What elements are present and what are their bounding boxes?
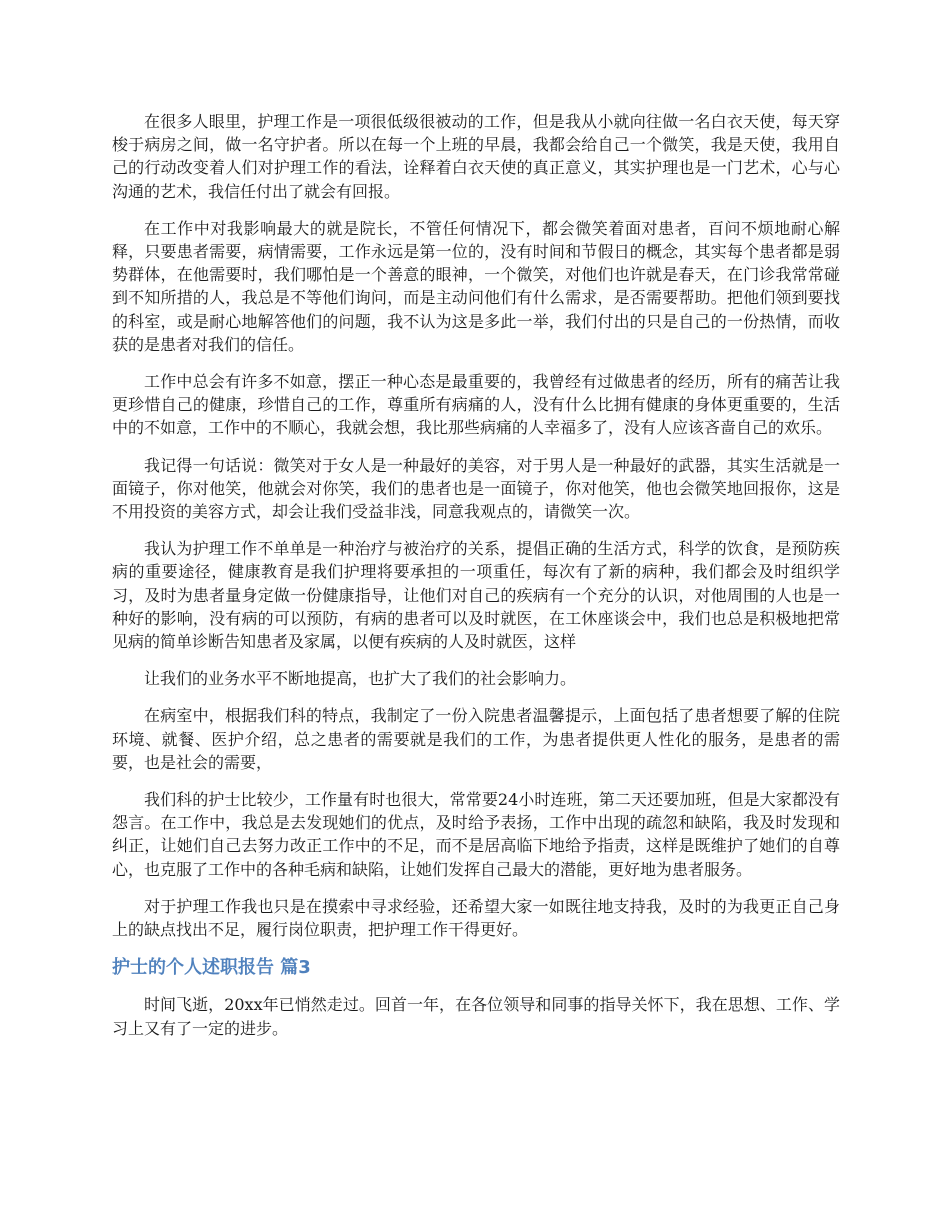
paragraph-1: 在很多人眼里，护理工作是一项很低级很被动的工作，但是我从小就向往做一名白衣天使，每天穿梭于病房之间，做一名守护者。所以在每一个上班的早晨，我都会给自己一个微笑，我是天使，我用自己的行动改变着人们对护理工作的看法，诠释着白衣天使的真正意义，其实护理也是一门艺术，心与心沟通的艺术，我信任付出了就会有回报。	[112, 112, 840, 201]
paragraph-8: 我们科的护士比较少，工作量有时也很大，常常要24小时连班，第二天还要加班，但是大家都没有怨言。在工作中，我总是去发现她们的优点，及时给予表扬，工作中出现的疏忽和缺陷，我及时发现和纠正，让她们自己去努力改正工作中的不足，而不是居高临下地给予指责，这样是既维护了她们的自尊心，也克服了工作中的各种毛病和缺陷，让她们发挥自己最大的潜能，更好地为患者服务。	[112, 790, 840, 879]
document-page	[112, 110, 840, 1054]
paragraph-9: 对于护理工作我也只是在摸索中寻求经验，还希望大家一如既往地支持我，及时的为我更正自己身上的缺点找出不足，履行岗位职责，把护理工作干得更好。	[112, 896, 840, 940]
paragraph-4: 我记得一句话说：微笑对于女人是一种最好的美容，对于男人是一种最好的武器，其实生活就是一面镜子，你对他笑，他就会对你笑，我们的患者也是一面镜子，你对他笑，他也会微笑地回报你，这是不用投资的美容方式，却会让我们受益非浅，同意我观点的，请微笑一次。	[112, 455, 840, 522]
paragraph-5: 我认为护理工作不单单是一种治疗与被治疗的关系，提倡正确的生活方式，科学的饮食，是预防疾病的重要途径，健康教育是我们护理将要承担的一项重任，每次有了新的病种，我们都会及时组织学习，及时为患者量身定做一份健康指导，让他们对自己的疾病有一个充分的认识，对他周围的人也是一种好的影响，没有病的可以预防，有病的患者可以及时就医，在工休座谈会中，我们也总是积极地把常见病的简单诊断告知患者及家属，以便有疾病的人及时就医，这样	[112, 539, 840, 652]
paragraph-2: 在工作中对我影响最大的就是院长，不管任何情况下，都会微笑着面对患者，百问不烦地耐心解释，只要患者需要，病情需要，工作永远是第一位的，没有时间和节假日的概念，其实每个患者都是弱势群体，在他需要时，我们哪怕是一个善意的眼神，一个微笑，对他们也许就是春天，在门诊我常常碰到不知所措的人，我总是不等他们询问，而是主动问他们有什么需求，是否需要帮助。把他们领到要找的科室，或是耐心地解答他们的问题，我不认为这是多此一举，我们付出的只是自己的一份热情，而收获的是患者对我们的信任。	[112, 218, 840, 354]
paragraph-6: 让我们的业务水平不断地提高，也扩大了我们的社会影响力。	[144, 669, 577, 689]
paragraph-3: 工作中总会有许多不如意，摆正一种心态是最重要的，我曾经有过做患者的经历，所有的痛苦让我更珍惜自己的健康，珍惜自己的工作，尊重所有病痛的人，没有什么比拥有健康的身体更重要的，生活中的不如意，工作中的不顺心，我就会想，我比那些病痛的人幸福多了，没有人应该吝啬自己的欢乐。	[112, 372, 840, 438]
section-heading: 护士的个人述职报告 篇3	[112, 957, 311, 979]
paragraph-10: 时间飞逝，20xx年已悄然走过。回首一年，在各位领导和同事的指导关怀下，我在思想、工作、学习上又有了一定的进步。	[112, 995, 840, 1038]
paragraph-7: 在病室中，根据我们科的特点，我制定了一份入院患者温馨提示，上面包括了患者想要了解的住院环境、就餐、医护介绍，总之患者的需要就是我们的工作，为患者提供更人性化的服务，是患者的需要，也是社会的需要，	[112, 706, 840, 772]
